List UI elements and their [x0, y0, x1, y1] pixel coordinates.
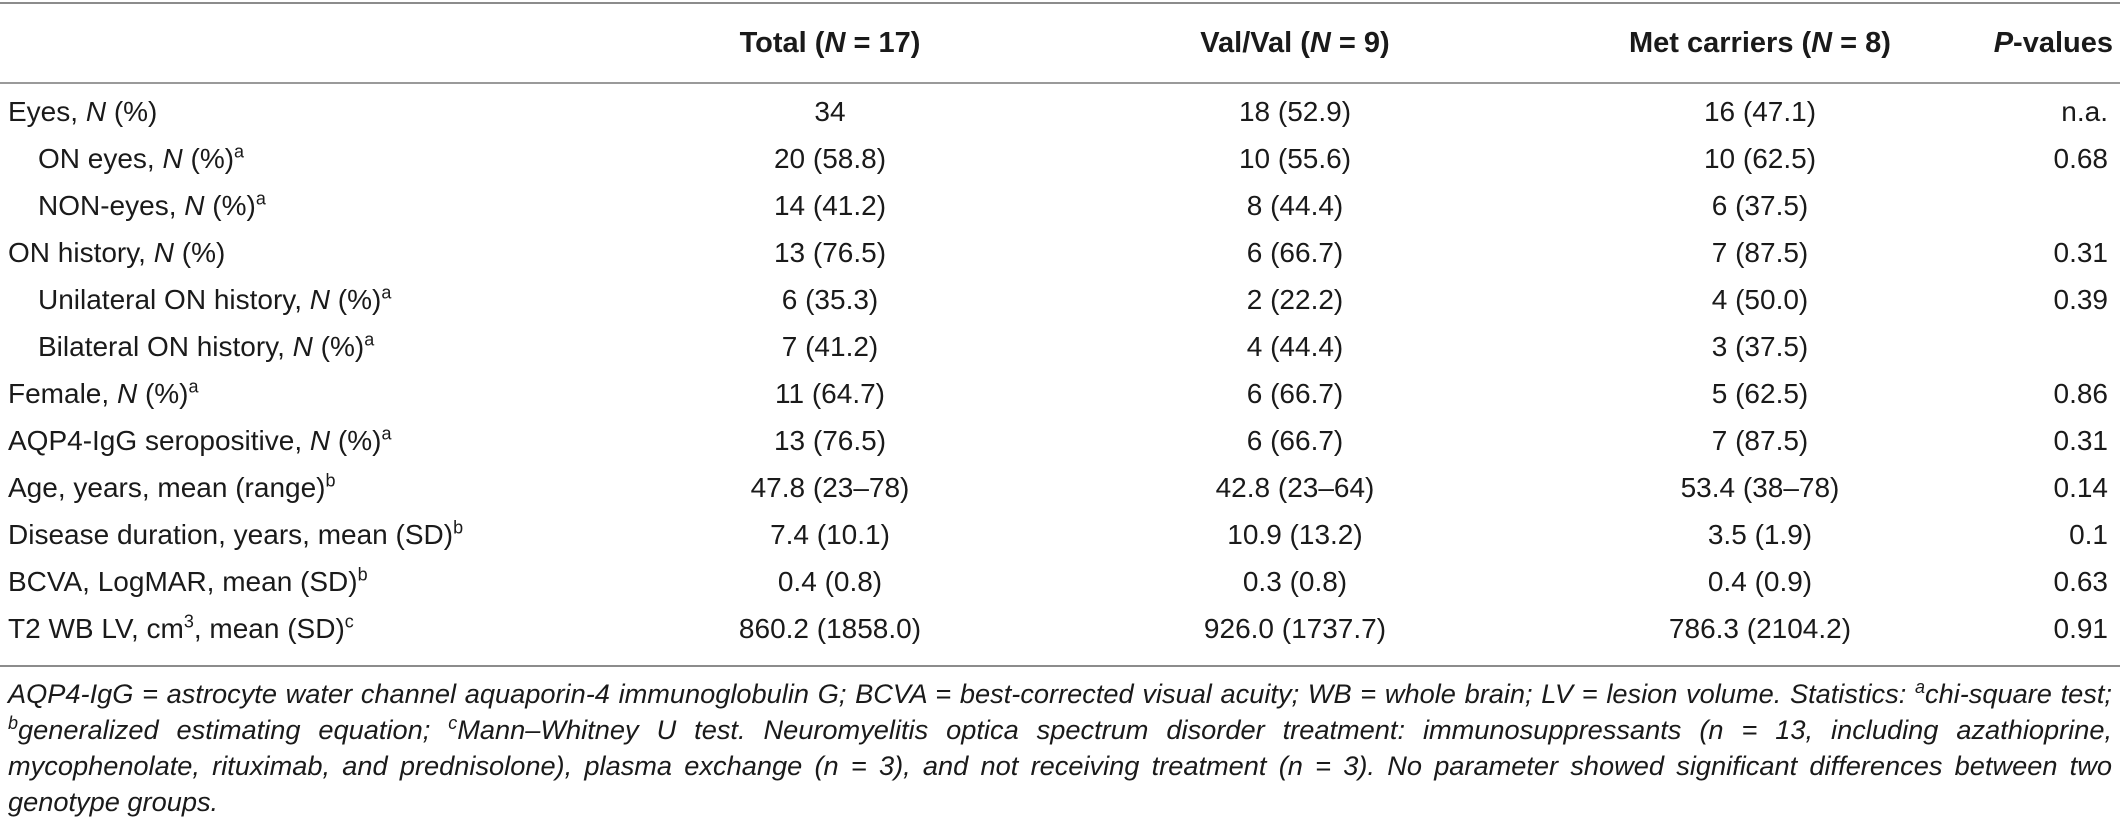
- cell-p-value: n.a.: [2061, 96, 2108, 127]
- table-top-rule: [0, 2, 2120, 4]
- cell-total: 20 (58.8): [773, 143, 887, 174]
- cell-p-value: 0.31: [2053, 237, 2108, 268]
- cell-met-carriers: 7 (87.5): [1711, 237, 1809, 268]
- cell-val-val: 4 (44.4): [1246, 331, 1344, 362]
- cell-met-carriers: 786.3 (2104.2): [1668, 613, 1852, 644]
- table-bottom-rule: [0, 665, 2120, 667]
- cell-total: 6 (35.3): [781, 284, 879, 315]
- table-header-rule: [0, 82, 2120, 84]
- cell-met-carriers: 3 (37.5): [1711, 331, 1809, 362]
- cell-val-val: 6 (66.7): [1246, 237, 1344, 268]
- header-total: Total (N = 17): [739, 27, 921, 59]
- cell-p-value: 0.1: [2069, 519, 2108, 550]
- table-row: [0, 182, 2120, 229]
- table-row: [0, 558, 2120, 605]
- cell-total: 13 (76.5): [773, 237, 887, 268]
- table-row: [0, 135, 2120, 182]
- cell-met-carriers: 6 (37.5): [1711, 190, 1809, 221]
- row-label: T2 WB LV, $cm^3$, mean (SD)$^c$: [8, 611, 354, 644]
- cell-val-val: 6 (66.7): [1246, 378, 1344, 409]
- table-row: [0, 511, 2120, 558]
- row-label: Female, N (%)$^a$: [8, 376, 199, 409]
- table-row: [0, 370, 2120, 417]
- row-label: Disease duration, years, mean (SD)$^b$: [8, 517, 464, 550]
- cell-val-val: 6 (66.7): [1246, 425, 1344, 456]
- cell-total: 11 (64.7): [775, 378, 885, 409]
- cell-met-carriers: 16 (47.1): [1703, 96, 1817, 127]
- cell-p-value: 0.39: [2053, 284, 2108, 315]
- cell-total: 34: [814, 96, 846, 127]
- cell-p-value: 0.31: [2053, 425, 2108, 456]
- cell-p-value: 0.14: [2053, 472, 2108, 503]
- cell-met-carriers: 10 (62.5): [1703, 143, 1817, 174]
- row-label: BCVA, LogMAR, mean (SD)$^b$: [8, 564, 368, 597]
- cell-val-val: 926.0 (1737.7): [1203, 613, 1387, 644]
- row-label: NON-eyes, N (%)$^a$: [38, 188, 266, 221]
- cell-val-val: 8 (44.4): [1246, 190, 1344, 221]
- row-label: ON eyes, N (%)$^a$: [38, 141, 245, 174]
- cell-met-carriers: 3.5 (1.9): [1707, 519, 1813, 550]
- cell-val-val: 10.9 (13.2): [1227, 519, 1363, 550]
- row-label: Bilateral ON history, N (%)$^a$: [38, 329, 375, 362]
- cell-met-carriers: 4 (50.0): [1711, 284, 1809, 315]
- table-row: [0, 464, 2120, 511]
- cell-total: 0.4 (0.8): [777, 566, 883, 597]
- cell-val-val: 10 (55.6): [1238, 143, 1352, 174]
- table-row: [0, 88, 2120, 135]
- cell-met-carriers: 7 (87.5): [1711, 425, 1809, 456]
- cell-total: 7.4 (10.1): [770, 519, 890, 550]
- cell-met-carriers: 5 (62.5): [1711, 378, 1809, 409]
- cell-total: 47.8 (23–78): [750, 472, 910, 503]
- row-label: Age, years, mean (range)$^b$: [8, 470, 336, 503]
- cell-total: 860.2 (1858.0): [738, 613, 922, 644]
- header-p-values: P-values: [1993, 27, 2113, 59]
- row-label: Eyes, N (%): [8, 96, 158, 127]
- table-row: [0, 605, 2120, 652]
- cell-p-value: 0.68: [2053, 143, 2108, 174]
- table-row: [0, 229, 2120, 276]
- row-label: Unilateral ON history, N (%)$^a$: [38, 282, 392, 315]
- cell-val-val: 0.3 (0.8): [1242, 566, 1348, 597]
- cell-p-value: 0.91: [2053, 613, 2108, 644]
- cell-val-val: 2 (22.2): [1246, 284, 1344, 315]
- row-label: AQP4-IgG seropositive, N (%)$^a$: [8, 423, 392, 456]
- table-footnote: AQP4-IgG = astrocyte water channel aquaporin-4 immunoglobulin G; BCVA = best-corrected visual acuity; WB = whole brain; LV = lesion volume. Statistics: $^a$chi-square test; $^b$generalized estimating equation; $^c$Mann–Whitney U test. Neuromyelitis optica spectrum disorder treatment: immunosuppressants (n = 13, including azathioprine, mycophenolate, rituximab, and prednisolone), plasma exchange (n = 3), and not receiving treatment (n = 3). No parameter showed significant differences between two genotype groups.: [8, 676, 2113, 817]
- cell-total: 13 (76.5): [773, 425, 887, 456]
- table-row: [0, 276, 2120, 323]
- cell-p-value: 0.63: [2053, 566, 2108, 597]
- cell-val-val: 18 (52.9): [1238, 96, 1352, 127]
- table-row: [0, 417, 2120, 464]
- cell-p-value: 0.86: [2053, 378, 2108, 409]
- cell-total: 7 (41.2): [781, 331, 879, 362]
- table-row: [0, 323, 2120, 370]
- cell-total: 14 (41.2): [773, 190, 887, 221]
- cell-val-val: 42.8 (23–64): [1215, 472, 1375, 503]
- header-val-val: Val/Val (N = 9): [1200, 27, 1390, 59]
- cell-met-carriers: 53.4 (38–78): [1680, 472, 1840, 503]
- header-met-carriers: Met carriers (N = 8): [1629, 27, 1891, 59]
- cell-met-carriers: 0.4 (0.9): [1707, 566, 1813, 597]
- row-label: ON history, N (%): [8, 237, 226, 268]
